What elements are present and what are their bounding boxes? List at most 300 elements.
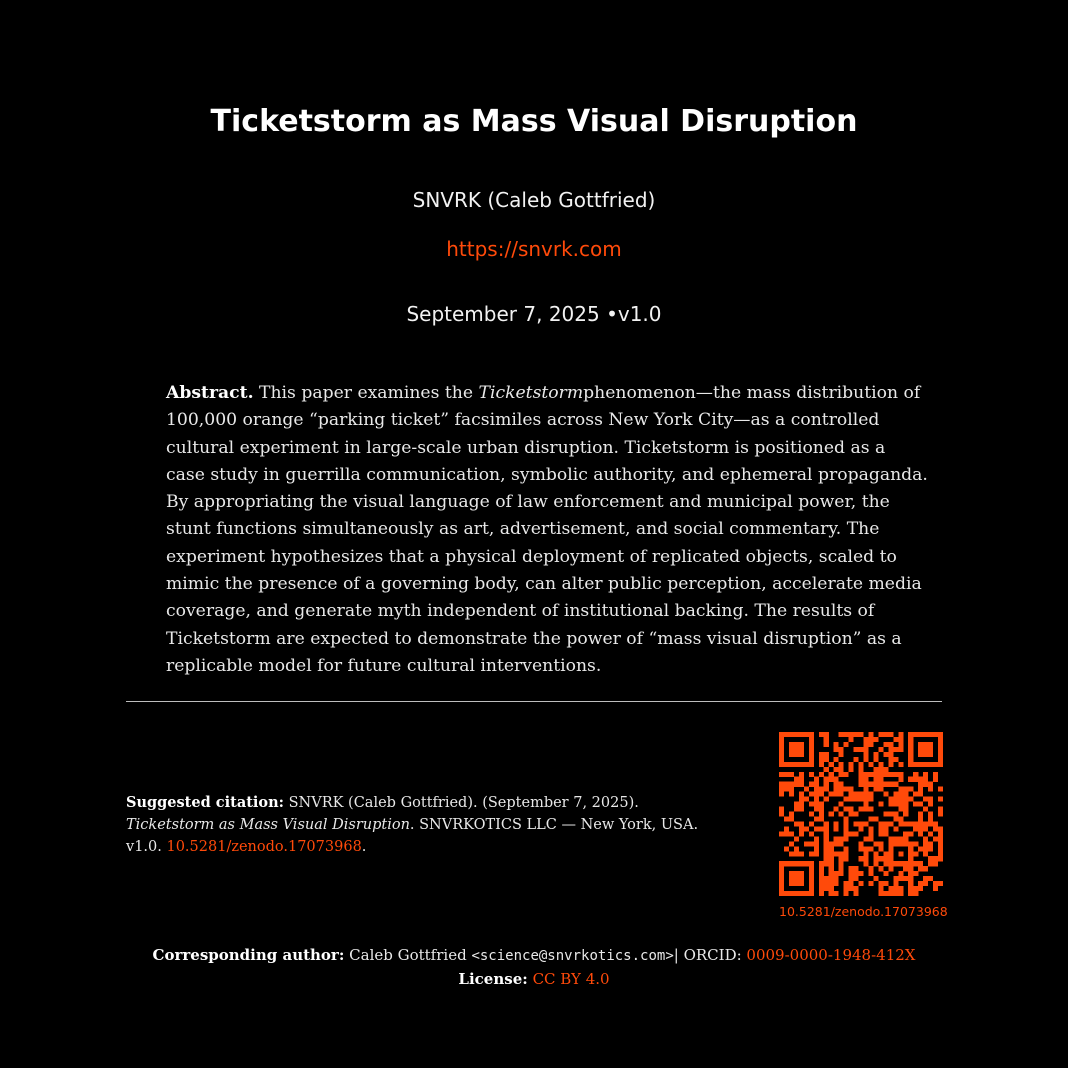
qr-module — [898, 821, 903, 826]
qr-module — [819, 871, 824, 876]
qr-module — [918, 881, 923, 886]
qr-module — [789, 841, 794, 846]
qr-module — [918, 762, 923, 767]
qr-module — [898, 787, 903, 792]
qr-module — [923, 782, 928, 787]
qr-module — [804, 826, 809, 831]
qr-module — [854, 876, 859, 881]
qr-module — [878, 881, 883, 886]
qr-module — [824, 777, 829, 782]
qr-module — [878, 856, 883, 861]
qr-module — [789, 831, 794, 836]
qr-module — [779, 792, 784, 797]
citation-doi-link[interactable]: 10.5281/zenodo.17073968 — [166, 839, 362, 855]
qr-module — [883, 732, 888, 737]
qr-module — [829, 866, 834, 871]
qr-module — [844, 797, 849, 802]
qr-module — [898, 807, 903, 812]
qr-module — [918, 792, 923, 797]
qr-module — [809, 802, 814, 807]
qr-module — [878, 732, 883, 737]
qr-module — [784, 831, 789, 836]
qr-module — [873, 777, 878, 782]
qr-module — [849, 871, 854, 876]
qr-module — [789, 812, 794, 817]
qr-module — [928, 747, 933, 752]
qr-module — [908, 846, 913, 851]
qr-module — [898, 861, 903, 866]
qr-module — [908, 871, 913, 876]
qr-module — [898, 777, 903, 782]
qr-module — [809, 757, 814, 762]
qr-module — [809, 742, 814, 747]
qr-module — [888, 797, 893, 802]
qr-module — [839, 752, 844, 757]
qr-module — [898, 792, 903, 797]
qr-module — [824, 737, 829, 742]
qr-module — [809, 841, 814, 846]
paper-title: Ticketstorm as Mass Visual Disruption — [210, 104, 858, 139]
qr-module — [868, 742, 873, 747]
qr-module — [923, 752, 928, 757]
qr-module — [863, 737, 868, 742]
qr-module — [819, 886, 824, 891]
qr-module — [809, 881, 814, 886]
qr-module — [854, 866, 859, 871]
qr-module — [809, 752, 814, 757]
qr-module — [839, 851, 844, 856]
qr-module — [799, 861, 804, 866]
qr-module — [794, 861, 799, 866]
qr-module — [873, 861, 878, 866]
qr-module — [938, 851, 943, 856]
qr-module — [829, 792, 834, 797]
qr-module — [923, 747, 928, 752]
qr-module — [814, 802, 819, 807]
website-link[interactable]: https://snvrk.com — [446, 237, 622, 261]
qr-module — [824, 732, 829, 737]
qr-module — [908, 752, 913, 757]
qr-module — [888, 757, 893, 762]
qr-module — [799, 802, 804, 807]
qr-module — [819, 881, 824, 886]
website-line — [0, 237, 1068, 261]
qr-module — [908, 831, 913, 836]
qr-module — [878, 772, 883, 777]
qr-module — [888, 742, 893, 747]
qr-module — [779, 772, 784, 777]
qr-module — [878, 777, 883, 782]
qr-module — [938, 856, 943, 861]
qr-module — [863, 851, 868, 856]
qr-module — [883, 851, 888, 856]
qr-module — [799, 831, 804, 836]
qr-module — [893, 861, 898, 866]
qr-module — [913, 861, 918, 866]
qr-module — [908, 841, 913, 846]
qr-module — [883, 812, 888, 817]
qr-module — [933, 836, 938, 841]
qr-module — [863, 782, 868, 787]
qr-module — [839, 802, 844, 807]
qr-module — [938, 752, 943, 757]
qr-module — [779, 866, 784, 871]
qr-module — [784, 816, 789, 821]
qr-module — [799, 777, 804, 782]
qr-module — [839, 772, 844, 777]
qr-module — [888, 782, 893, 787]
qr-module — [824, 861, 829, 866]
qr-module — [789, 742, 794, 747]
qr-module — [834, 851, 839, 856]
qr-module — [824, 826, 829, 831]
qr-module — [923, 772, 928, 777]
qr-module — [908, 861, 913, 866]
qr-module — [784, 891, 789, 896]
qr-module — [819, 732, 824, 737]
qr-module — [799, 732, 804, 737]
qr-module — [789, 871, 794, 876]
qr-module — [928, 802, 933, 807]
qr-module — [883, 881, 888, 886]
qr-module — [789, 876, 794, 881]
qr-module — [779, 891, 784, 896]
qr-module — [918, 821, 923, 826]
qr-module — [928, 816, 933, 821]
qr-module — [893, 737, 898, 742]
qr-module — [854, 831, 859, 836]
qr-module — [794, 732, 799, 737]
qr-module — [933, 826, 938, 831]
qr-module — [908, 742, 913, 747]
qr-module — [789, 861, 794, 866]
qr-module — [903, 841, 908, 846]
qr-module — [863, 797, 868, 802]
qr-module — [863, 772, 868, 777]
license-line — [0, 968, 1068, 991]
qr-module — [824, 797, 829, 802]
orcid-link[interactable]: 0009-0000-1948-412X — [746, 946, 916, 964]
qr-module — [878, 787, 883, 792]
qr-module — [923, 866, 928, 871]
license-link[interactable]: CC BY 4.0 — [532, 970, 610, 988]
qr-module — [849, 732, 854, 737]
qr-module — [918, 866, 923, 871]
qr-module — [863, 787, 868, 792]
qr-module — [829, 772, 834, 777]
qr-module — [923, 841, 928, 846]
qr-module — [809, 747, 814, 752]
qr-module — [824, 876, 829, 881]
qr-module — [918, 846, 923, 851]
qr-module — [814, 841, 819, 846]
qr-module — [829, 812, 834, 817]
qr-module — [888, 861, 893, 866]
qr-module — [779, 747, 784, 752]
qr-module — [888, 802, 893, 807]
qr-module — [903, 831, 908, 836]
qr-module — [928, 782, 933, 787]
qr-module — [898, 742, 903, 747]
qr-module — [908, 762, 913, 767]
qr-module — [814, 851, 819, 856]
qr-module — [859, 821, 864, 826]
qr-module — [834, 881, 839, 886]
qr-module — [878, 762, 883, 767]
qr-module — [829, 846, 834, 851]
qr-module — [908, 732, 913, 737]
corresponding-author-line — [0, 944, 1068, 968]
qr-module — [933, 881, 938, 886]
qr-module — [868, 737, 873, 742]
qr-module — [868, 782, 873, 787]
qr-module — [923, 881, 928, 886]
qr-module — [938, 841, 943, 846]
qr-module — [898, 871, 903, 876]
qr-module — [878, 747, 883, 752]
qr-module — [854, 821, 859, 826]
qr-module — [834, 891, 839, 896]
qr-module — [888, 812, 893, 817]
qr-module — [844, 787, 849, 792]
qr-module — [893, 881, 898, 886]
qr-module — [824, 846, 829, 851]
qr-module — [824, 752, 829, 757]
qr-module — [938, 797, 943, 802]
qr-module — [893, 747, 898, 752]
qr-module — [849, 762, 854, 767]
qr-module — [868, 826, 873, 831]
qr-module — [903, 797, 908, 802]
qr-module — [789, 752, 794, 757]
qr-module — [844, 881, 849, 886]
qr-module — [908, 797, 913, 802]
qr-module — [804, 861, 809, 866]
qr-module — [863, 807, 868, 812]
corresponding-email[interactable]: <science@snvrkotics.com> — [471, 948, 674, 964]
qr-module — [814, 792, 819, 797]
qr-module — [863, 752, 868, 757]
qr-module — [898, 737, 903, 742]
qr-module — [938, 762, 943, 767]
qr-module — [928, 762, 933, 767]
qr-code-icon[interactable] — [779, 732, 943, 896]
qr-module — [933, 861, 938, 866]
qr-module — [844, 891, 849, 896]
qr-module — [873, 752, 878, 757]
qr-module — [824, 836, 829, 841]
qr-module — [888, 891, 893, 896]
qr-module — [923, 846, 928, 851]
qr-module — [908, 747, 913, 752]
qr-module — [814, 807, 819, 812]
qr-module — [938, 732, 943, 737]
qr-module — [819, 792, 824, 797]
citation-text-start: SNVRK (Caleb Gottfried). (September 7, 2025). — [284, 795, 639, 811]
qr-module — [794, 851, 799, 856]
qr-module — [814, 826, 819, 831]
qr-module — [799, 742, 804, 747]
qr-module — [883, 856, 888, 861]
qr-module — [938, 807, 943, 812]
qr-module — [928, 787, 933, 792]
qr-module — [903, 821, 908, 826]
qr-module — [839, 866, 844, 871]
qr-module — [928, 797, 933, 802]
qr-module — [814, 836, 819, 841]
qr-module — [849, 787, 854, 792]
qr-module — [913, 777, 918, 782]
qr-module — [844, 846, 849, 851]
qr-caption: 10.5281/zenodo.17073968 — [779, 904, 948, 919]
qr-module — [779, 861, 784, 866]
qr-module — [834, 807, 839, 812]
qr-module — [829, 762, 834, 767]
qr-module — [779, 757, 784, 762]
qr-module — [839, 782, 844, 787]
qr-module — [883, 767, 888, 772]
qr-module — [849, 812, 854, 817]
qr-module — [844, 772, 849, 777]
qr-module — [819, 861, 824, 866]
citation-label: Suggested citation: — [126, 794, 284, 811]
qr-module — [878, 821, 883, 826]
qr-module — [854, 757, 859, 762]
qr-module — [814, 846, 819, 851]
qr-module — [928, 841, 933, 846]
qr-module — [868, 797, 873, 802]
qr-module — [923, 851, 928, 856]
qr-module — [898, 732, 903, 737]
qr-module — [868, 762, 873, 767]
qr-module — [839, 812, 844, 817]
qr-module — [849, 831, 854, 836]
qr-module — [863, 747, 868, 752]
qr-module — [923, 742, 928, 747]
qr-module — [834, 826, 839, 831]
qr-module — [888, 851, 893, 856]
qr-module — [898, 841, 903, 846]
qr-module — [888, 886, 893, 891]
qr-module — [789, 792, 794, 797]
qr-module — [868, 836, 873, 841]
qr-module — [873, 876, 878, 881]
abstract-paragraph — [166, 380, 928, 680]
qr-module — [913, 886, 918, 891]
qr-module — [814, 787, 819, 792]
qr-module — [794, 762, 799, 767]
qr-module — [918, 886, 923, 891]
qr-module — [898, 876, 903, 881]
qr-module — [839, 841, 844, 846]
qr-module — [829, 891, 834, 896]
qr-module — [938, 846, 943, 851]
qr-module — [933, 821, 938, 826]
qr-module — [794, 821, 799, 826]
qr-module — [908, 886, 913, 891]
qr-module — [888, 752, 893, 757]
qr-module — [829, 856, 834, 861]
qr-module — [834, 747, 839, 752]
qr-module — [913, 772, 918, 777]
qr-module — [913, 891, 918, 896]
qr-module — [779, 762, 784, 767]
qr-module — [779, 871, 784, 876]
qr-module — [849, 876, 854, 881]
qr-module — [834, 876, 839, 881]
qr-module — [888, 836, 893, 841]
qr-module — [824, 881, 829, 886]
qr-module — [903, 836, 908, 841]
qr-module — [834, 757, 839, 762]
citation-text-rest: . SNVRKOTICS LLC — New York, USA. v1.0. — [126, 817, 699, 855]
qr-module — [814, 797, 819, 802]
qr-module — [819, 772, 824, 777]
qr-module — [878, 767, 883, 772]
qr-module — [804, 797, 809, 802]
qr-module — [938, 737, 943, 742]
qr-module — [868, 816, 873, 821]
qr-module — [908, 757, 913, 762]
qr-module — [863, 836, 868, 841]
qr-module — [839, 836, 844, 841]
qr-module — [829, 886, 834, 891]
qr-module — [844, 851, 849, 856]
qr-module — [923, 797, 928, 802]
qr-module — [844, 821, 849, 826]
qr-module — [918, 752, 923, 757]
qr-module — [883, 826, 888, 831]
qr-module — [868, 871, 873, 876]
qr-module — [928, 812, 933, 817]
qr-module — [819, 757, 824, 762]
qr-module — [888, 732, 893, 737]
qr-module — [799, 752, 804, 757]
qr-module — [824, 787, 829, 792]
qr-module — [804, 891, 809, 896]
qr-module — [938, 831, 943, 836]
qr-module — [893, 876, 898, 881]
qr-module — [873, 851, 878, 856]
qr-module — [873, 782, 878, 787]
qr-module — [883, 861, 888, 866]
corresponding-label: Corresponding author: — [152, 946, 345, 964]
qr-module — [809, 866, 814, 871]
qr-module — [824, 767, 829, 772]
qr-module — [789, 816, 794, 821]
qr-module — [809, 812, 814, 817]
license-label: License: — [458, 970, 528, 988]
qr-module — [849, 881, 854, 886]
qr-module — [893, 891, 898, 896]
qr-module — [784, 732, 789, 737]
qr-module — [829, 876, 834, 881]
abstract-label: Abstract. — [166, 383, 254, 403]
qr-module — [908, 787, 913, 792]
qr-module — [873, 757, 878, 762]
qr-module — [923, 777, 928, 782]
qr-module — [908, 851, 913, 856]
qr-module — [938, 747, 943, 752]
qr-module — [918, 782, 923, 787]
qr-module — [918, 742, 923, 747]
qr-module — [839, 747, 844, 752]
qr-module — [819, 826, 824, 831]
qr-module — [923, 732, 928, 737]
qr-module — [799, 891, 804, 896]
qr-module — [883, 782, 888, 787]
qr-module — [873, 737, 878, 742]
